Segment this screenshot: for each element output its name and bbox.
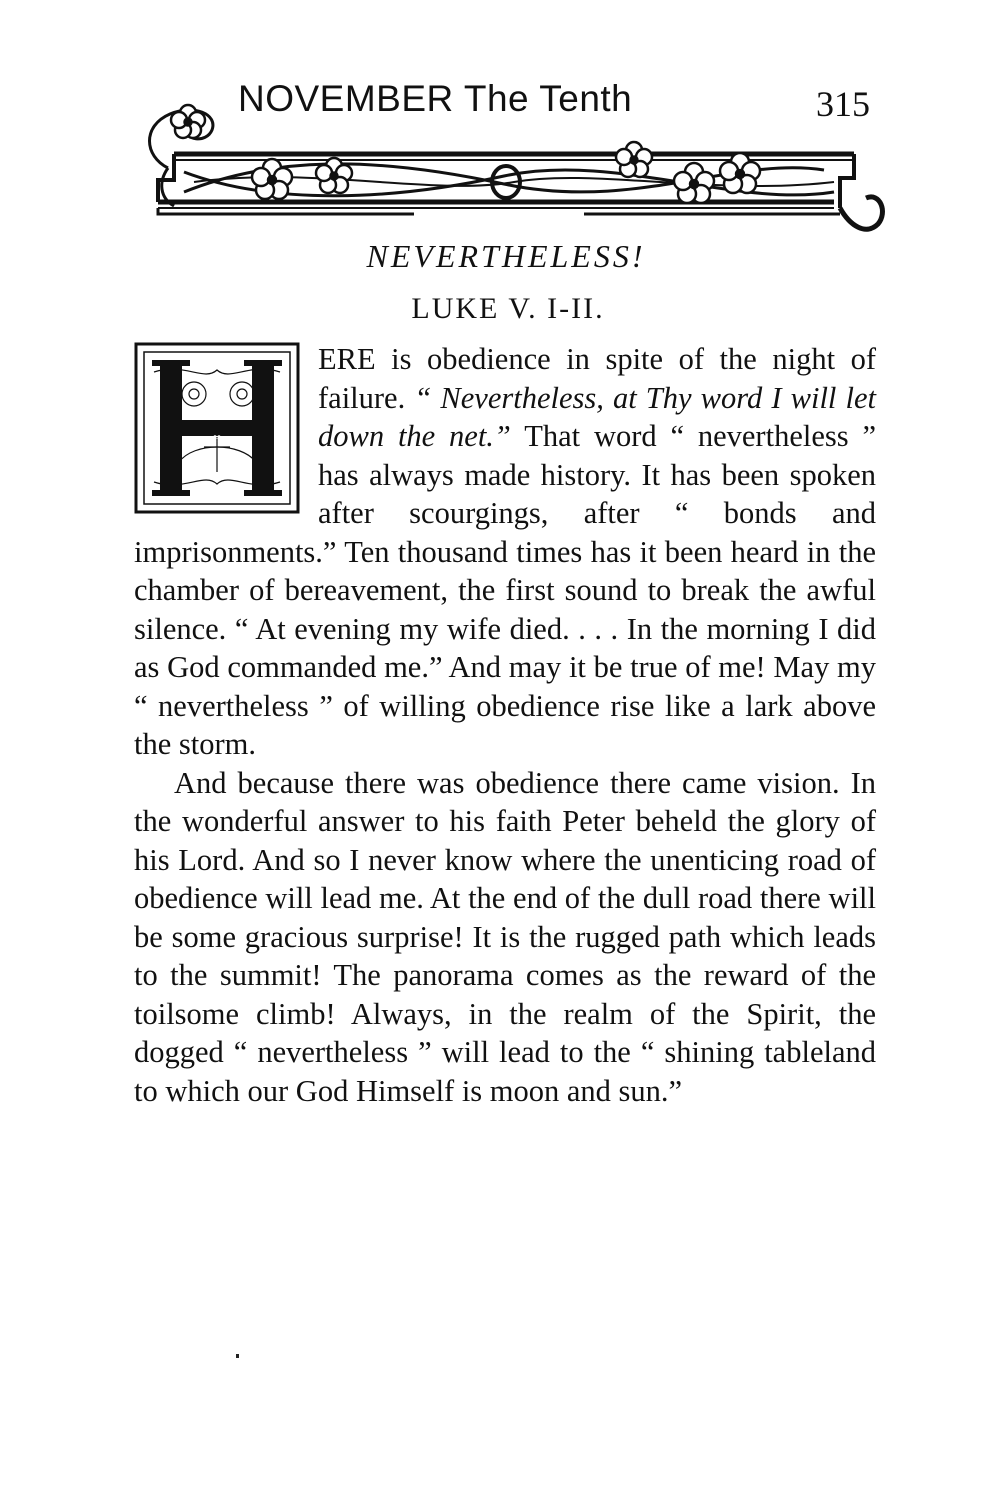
scripture-reference: LUKE V. I-II. [411,292,605,325]
paragraph-2: And because there was obedience there came vision. In the wonderful answer to his faith Peter beheld the glory of his Lord. And so I never know where the unenticing road of obedience will lead me. At the end of the dull road there will be some gracious surprise! It is the rugged path which leads to the summit! The panorama comes as the reward of the toilsome climb! Always, in the realm of the Spirit, the dogged “ nevertheless ” will lead to the “ shining tableland to which our God Himself is moon and sun.” [134,765,876,1108]
paragraph-1: ERE is obedience in spite of the night of failure. “ Nevertheless, at Thy word I will let down the net.” That word “ nevertheless ” has always made history. It has been spoken after scourgings, after “ bonds and imprisonments.” Ten thousand times has it been heard in the chamber of bereavement, the first sound to break the awful silence. “ At evening my wife died. . . . In the morning I did as God commanded me.” And may it be true of me! May my “ nevertheless ” of willing obedience rise like a lark above the storm. [134,342,876,761]
page-number: 315 [816,84,870,124]
print-speck [236,1354,239,1358]
italic-quote: “ Nevertheless, at Thy word I will let down the net.” [318,380,876,453]
dropcap-letter: H [213,434,221,445]
devotion-body [134,340,876,1110]
devotion-title: NEVERTHELESS! [366,238,646,274]
running-title: NOVEMBER The Tenth [238,78,633,119]
floral-header-ornament [134,96,894,252]
